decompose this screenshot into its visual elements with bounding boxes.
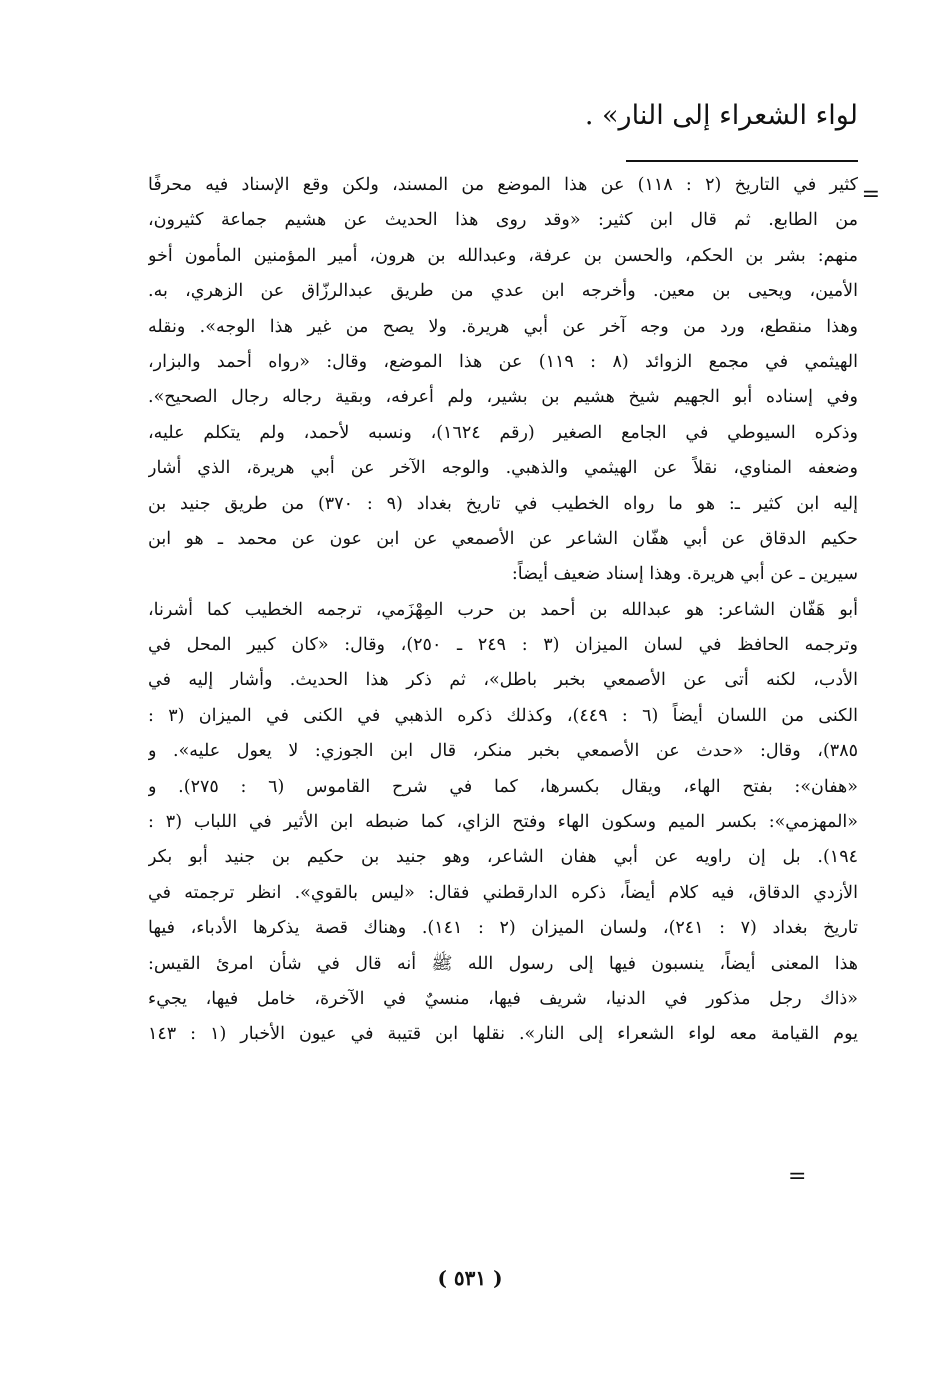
footnote-line: وفي إسناده أبو الجهيم شيخ هشيم بن بشير، ولم أعرفه، وبقية رجاله رجال الصحيح». (148, 387, 858, 408)
footnote-line: «المهزمي»: بكسر الميم وسكون الهاء وفتح الزاي، كما ضبطه ابن الأثير في اللباب (٣ : (148, 812, 858, 833)
footnote-line: ١٩٤). بل إن راويه عن أبي هفان الشاعر، وهو جنيد بن حكيم بن جنيد أبو بكر (148, 847, 858, 868)
page-number: ( ٥٣١ ) (437, 1266, 503, 1290)
footnote-line: الأمين، ويحيى بن معين. وأخرجه ابن عدي من طريق عبدالرزّاق عن الزهري، به. (148, 281, 858, 302)
footnote-line: أبو هَفّان الشاعر: هو عبدالله بن أحمد بن حرب المِهْزَمي، ترجمه الخطيب كما أشرنا، (148, 599, 858, 620)
footnote-line: هذا المعنى أيضاً، ينسبون فيها إلى رسول الله ﷺ أنه قال في شأن امرئ القيس: (148, 953, 858, 974)
footnote-line: وضعفه المناوي، نقلاً عن الهيثمي والذهبي. والوجه الآخر عن أبي هريرة، الذي أشار (148, 458, 858, 479)
footnote-line: حكيم الدقاق عن أبي هفّان الشاعر عن الأصمعي عن ابن عون عن محمد ـ هو ابن (148, 528, 858, 549)
footnote-separator-rule (626, 160, 858, 162)
continued-main-text: لواء الشعراء إلى النار» . (584, 100, 858, 131)
continuation-mark-bottom: = (788, 1164, 807, 1189)
footnote-line: تاريخ بغداد (٧ : ٢٤١)، ولسان الميزان (٢ : ١٤١). وهناك قصة يذكرها الأدباء، فيها (148, 918, 858, 939)
footnote-line: ٣٨٥)، وقال: «حدث عن الأصمعي بخبر منكر، قال ابن الجوزي: لا يعول عليه». و (148, 741, 858, 762)
footnote-line: «هفان»: بفتح الهاء، ويقال بكسرها، كما في شرح القاموس (٦ : ٢٧٥). و (148, 776, 858, 797)
footnote-line: إليه ابن كثير ـ: هو ما رواه الخطيب في تاريخ بغداد (٩ : ٣٧٠) من طريق جنيد بن (148, 493, 858, 514)
footnote-line: «ذاك رجل مذكور في الدنيا، شريف فيها، منسيٌ في الآخرة، خامل فيها، يجيء (148, 988, 858, 1009)
footnote-text (148, 168, 858, 1053)
footnote-line: الهيثمي في مجمع الزوائد (٨ : ١١٩) عن هذا الموضع، وقال: «رواه أحمد والبزار، (148, 351, 858, 372)
footnote-line: وترجمه الحافظ في لسان الميزان (٣ : ٢٤٩ ـ ٢٥٠)، وقال: «كان كبير المحل في (148, 635, 858, 656)
continuation-mark-top: = (861, 182, 880, 207)
footnote-line: وذكره السيوطي في الجامع الصغير (رقم ١٦٢٤)، ونسبه لأحمد، ولم يتكلم عليه، (148, 422, 858, 443)
footnote-line: الكنى من اللسان أيضاً (٦ : ٤٤٩)، وكذلك ذكره الذهبي في الكنى في الميزان (٣ : (148, 705, 858, 726)
footnote-line: وهذا منقطع، ورد من وجه آخر عن أبي هريرة. ولا يصح من غير هذا الوجه». ونقله (148, 316, 858, 337)
footnote-line: الأدب، لكنه أتى عن الأصمعي بخبر باطل»، ثم ذكر هذا الحديث. وأشار إليه في (148, 670, 858, 691)
footnote-line: سيرين ـ عن أبي هريرة. وهذا إسناد ضعيف أيضاً: (511, 564, 858, 585)
footnote-line: الأزدي الدقاق، فيه كلام أيضاً، ذكره الدارقطني فقال: «ليس بالقوي». انظر ترجمته في (148, 882, 858, 903)
footnote-line: يوم القيامة معه لواء الشعراء إلى النار». نقلها ابن قتيبة في عيون الأخبار (١ : ١٤٣ (148, 1024, 858, 1045)
footnote-line: من الطابع. ثم قال ابن كثير: «وقد روى هذا الحديث عن هشيم جماعة كثيرون، (148, 210, 858, 231)
footnote-line: كثير في التاريخ (٢ : ١١٨) عن هذا الموضع من المسند، ولكن وقع الإسناد فيه محرفًا (148, 175, 858, 195)
footnote-line: منهم: بشر بن الحكم، والحسن بن عرفة، وعبدالله بن هرون، أمير المؤمنين المأمون أخو (148, 245, 858, 266)
